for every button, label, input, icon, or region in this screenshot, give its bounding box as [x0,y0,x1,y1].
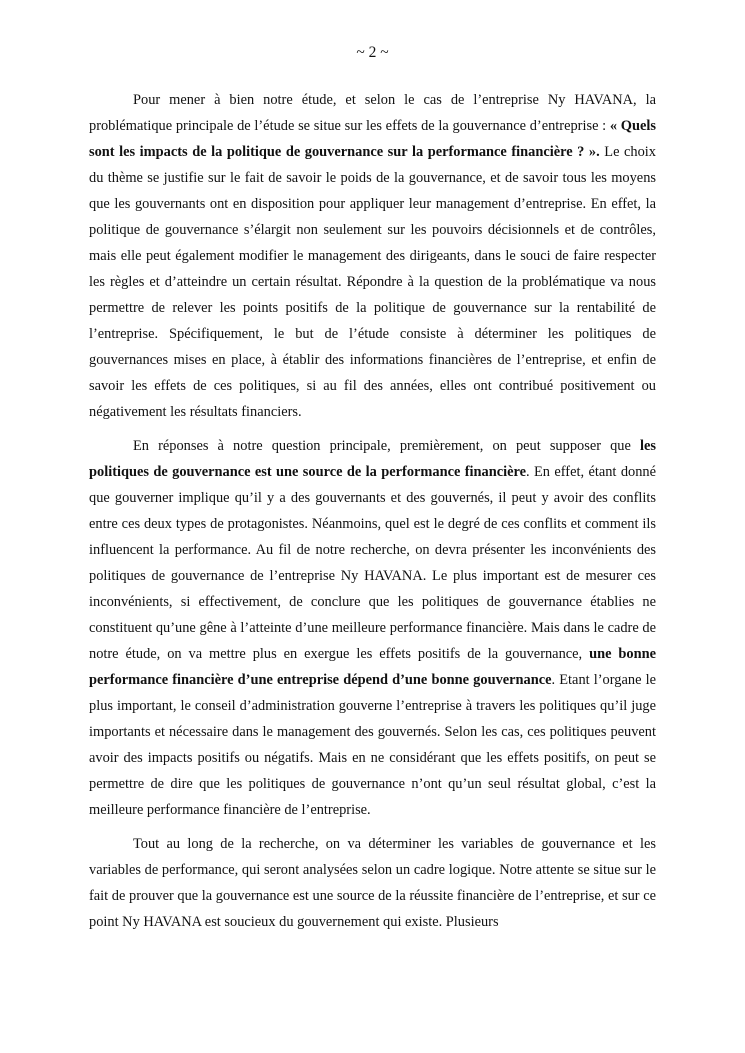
paragraph-text: . Etant l’organe le plus important, le conseil d’administration gouverne l’entreprise à travers les politiques qu’il juge importants et nécessaire dans le management des gouvernés. Selon les cas, ces politiques peuvent avoir des impacts positifs ou négatifs. Mais en ne considérant que les effets positifs, on peut se permettre de dire que les politiques de gouvernance n’ont qu’un seul résultat global, c’est la meilleure performance financière de l’entreprise. [89,672,656,818]
paragraph-text: En réponses à notre question principale, premièrement, on peut supposer que [133,438,640,454]
paragraph-hypotheses [89,433,656,823]
page-body [89,87,656,935]
paragraph-text: Le choix du thème se justifie sur le fait de savoir le poids de la gouvernance, et de savoir tous les moyens que les gouvernants ont en disposition pour appliquer leur management d’entreprise. En effet, la politique de gouvernance s’élargit non seulement sur les pouvoirs décisionnels et de contrôles, mais elle peut également modifier le management des dirigeants, dans le souci de faire respecter les règles et d’atteindre un certain résultat. Répondre à la question de la problématique va nous permettre de relever les points positifs de la politique de gouvernance sur la rentabilité de l’entreprise. Spécifiquement, le but de l’étude consiste à déterminer les politiques de gouvernances mises en place, à établir des informations financières de l’entreprise, et enfin de savoir les effets de ces politiques, si au fil des années, elles ont contribué positivement ou négativement les résultats financiers. [89,144,656,420]
paragraph-text: Pour mener à bien notre étude, et selon le cas de l’entreprise Ny HAVANA, la problématique principale de l’étude se situe sur les effets de la gouvernance d’entreprise : [89,92,656,134]
bold-research-question: « Quels sont les impacts de la politique de gouvernance sur la performance financière ? ». [89,118,656,160]
paragraph-text: Tout au long de la recherche, on va déterminer les variables de gouvernance et les variables de performance, qui seront analysées selon un cadre logique. Notre attente se situe sur le fait de prouver que la gouvernance est une source de la réussite financière de l’entreprise, et sur ce point Ny HAVANA est soucieux du gouvernement qui existe. Plusieurs [89,836,656,930]
bold-hypothesis-1: les politiques de gouvernance est une source de la performance financière [89,438,656,480]
paragraph-methodology [89,831,656,935]
paragraph-problematique [89,87,656,425]
bold-hypothesis-2: une bonne performance financière d’une entreprise dépend d’une bonne gouvernance [89,646,656,688]
paragraph-text: . En effet, étant donné que gouverner implique qu’il y a des gouvernants et des gouvernés, il peut y avoir des conflits entre ces deux types de protagonistes. Néanmoins, quel est le degré de ces conflits et comment ils influencent la performance. Au fil de notre recherche, on devra présenter les inconvénients des politiques de gouvernance de l’entreprise Ny HAVANA. Le plus important est de mesurer ces inconvénients, si effectivement, de conclure que les politiques de gouvernance établies ne constituent qu’une gêne à l’atteinte d’une meilleure performance financière. Mais dans le cadre de notre étude, on va mettre plus en exergue les effets positifs de la gouvernance, [89,464,656,662]
page-number: ~ 2 ~ [356,44,389,61]
